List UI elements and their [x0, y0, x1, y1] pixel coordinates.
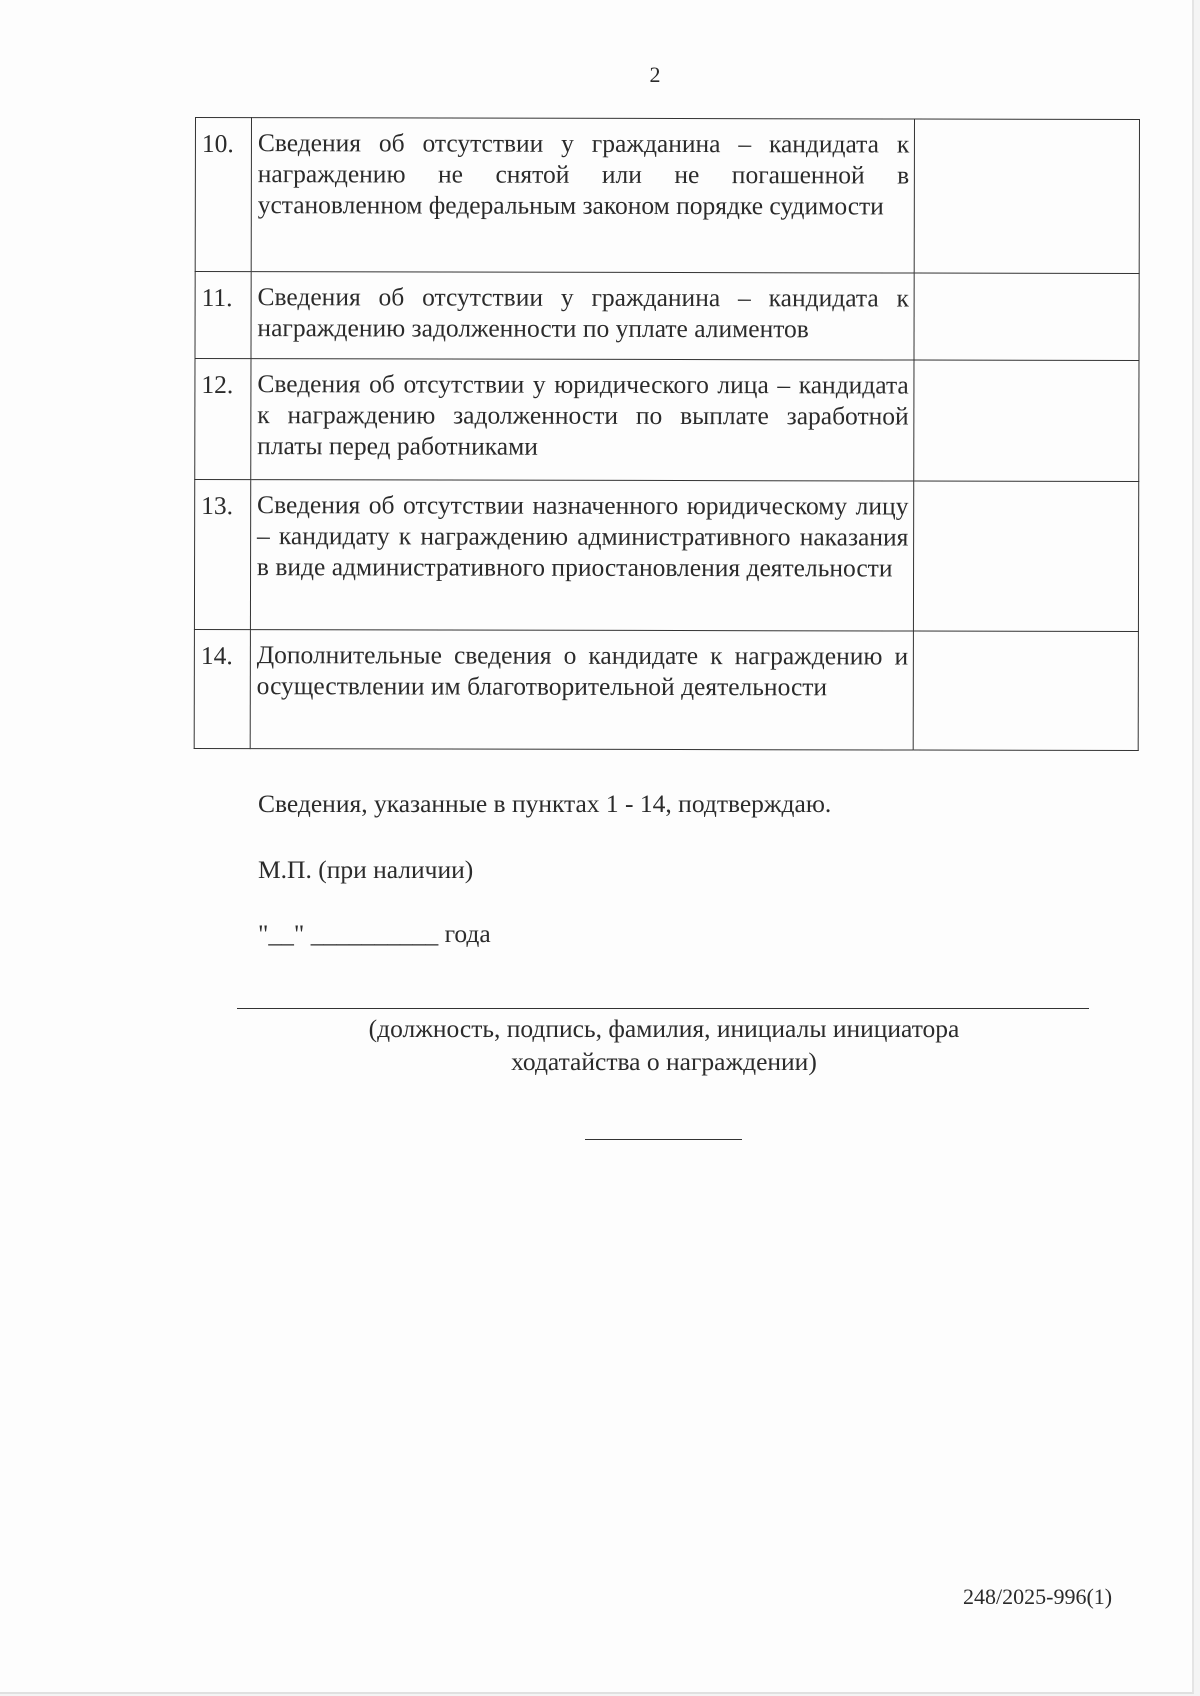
signature-caption-line: ходатайства о награждении) [511, 1047, 817, 1076]
row-value-cell[interactable] [913, 631, 1138, 750]
confirmation-statement: Сведения, указанные в пунктах 1 - 14, подтверждаю. [258, 789, 832, 818]
table-row [194, 629, 1138, 750]
row-number: 11. [195, 272, 251, 359]
row-number: 13. [194, 480, 250, 630]
row-description: Сведения об отсутствии назначенного юридическому лицу – кандидату к награждению административного наказания в виде административного приостановления деятельности [250, 480, 914, 631]
row-value-cell[interactable] [914, 119, 1139, 273]
table-row [195, 272, 1139, 361]
stamp-label: М.П. (при наличии) [258, 855, 474, 884]
signature-caption-line: (должность, подпись, фамилия, инициалы инициатора [368, 1014, 960, 1043]
table-row [195, 118, 1139, 274]
row-description: Дополнительные сведения о кандидате к награждению и осуществлении им благотворительной деятельности [250, 630, 914, 750]
criteria-table [194, 117, 1140, 751]
row-number: 14. [194, 629, 250, 748]
document-code: 248/2025-996(1) [963, 1584, 1113, 1609]
row-value-cell[interactable] [914, 481, 1139, 631]
row-number: 10. [195, 118, 251, 272]
table-row [195, 359, 1139, 482]
page-number: 2 [649, 62, 661, 87]
row-value-cell[interactable] [914, 360, 1139, 481]
table-row [194, 480, 1138, 632]
signature-caption [230, 1012, 1098, 1078]
row-value-cell[interactable] [914, 273, 1139, 360]
row-description: Сведения об отсутствии у юридического лица – кандидата к награждению задолженности по выплате заработной платы перед работниками [251, 359, 915, 481]
signature-line[interactable] [237, 1008, 1089, 1009]
date-line[interactable]: "__" __________ года [258, 919, 491, 948]
closing-rule [585, 1139, 742, 1140]
row-description: Сведения об отсутствии у гражданина – кандидата к награждению не снятой или не погашенной в установленном федеральным законом порядке судимости [251, 118, 915, 273]
row-number: 12. [195, 359, 251, 480]
row-description: Сведения об отсутствии у гражданина – кандидата к награждению задолженности по уплате алиментов [251, 272, 915, 360]
